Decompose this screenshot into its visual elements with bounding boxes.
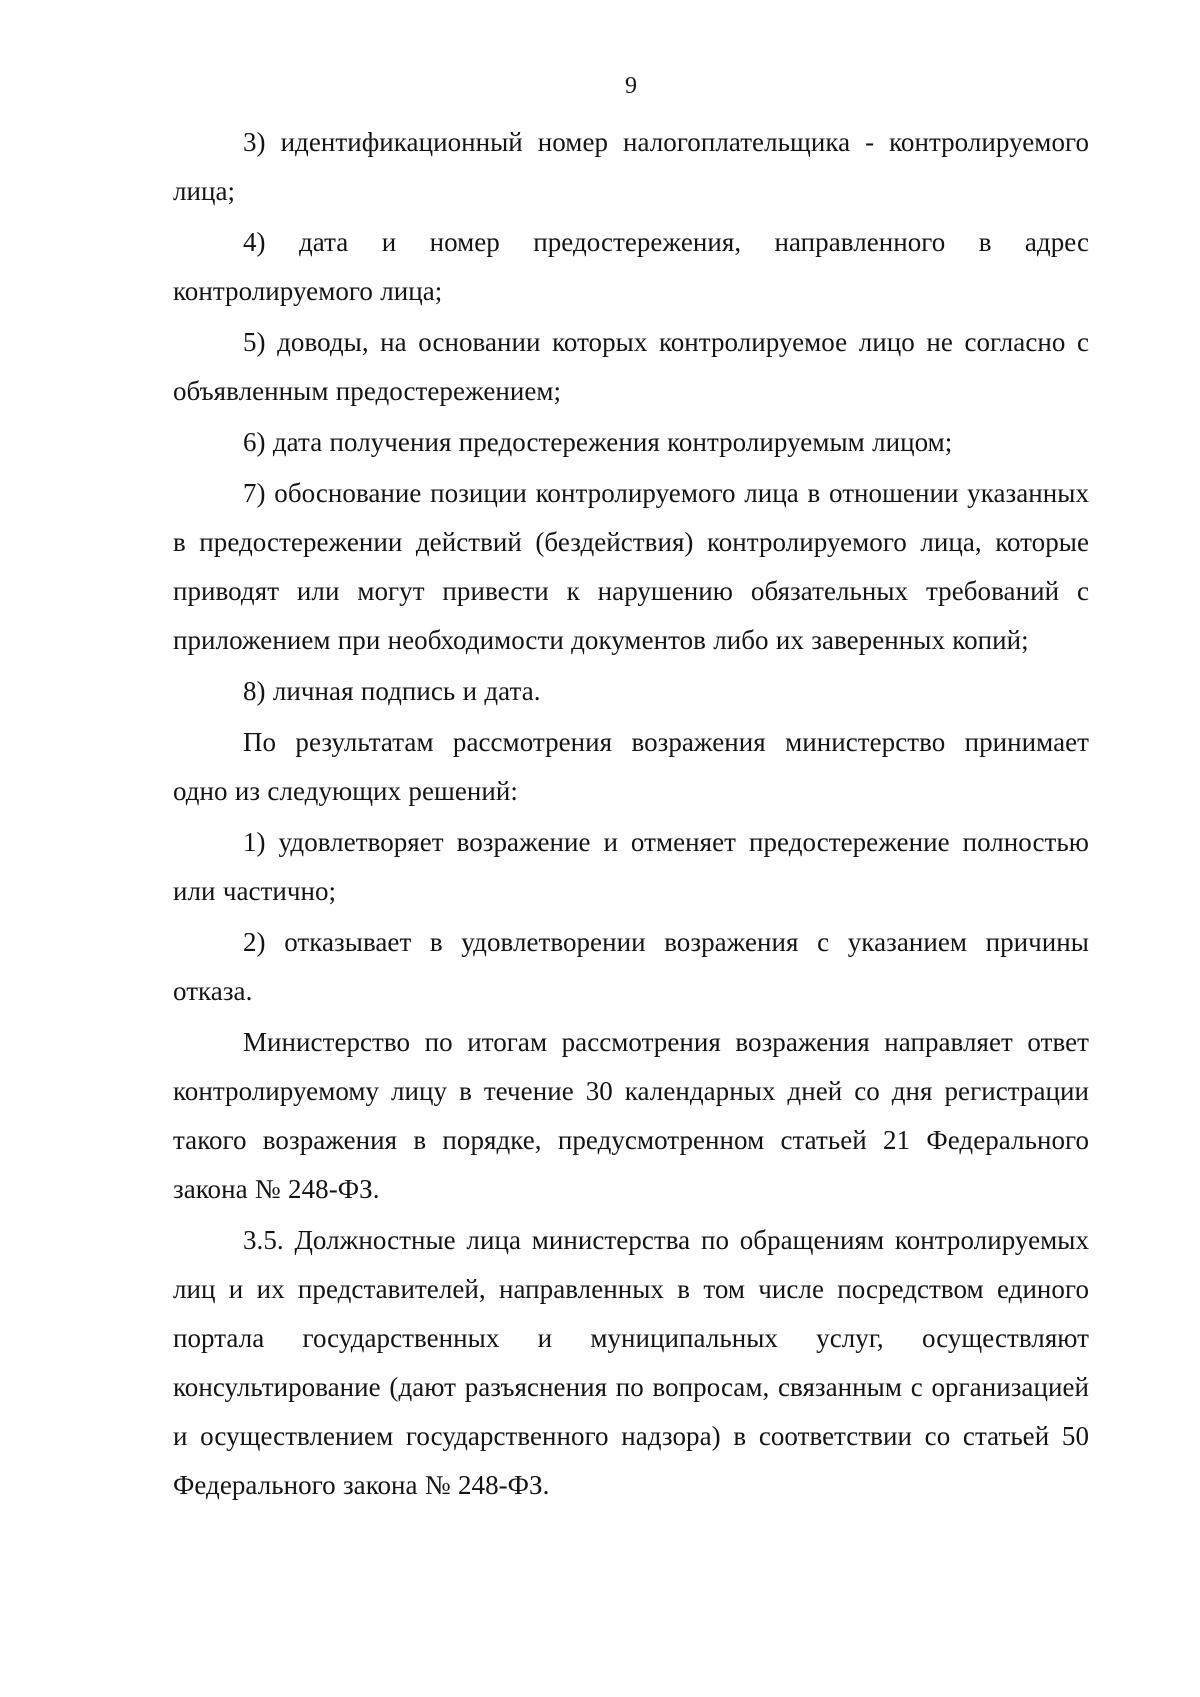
section-3-5-paragraph: 3.5. Должностные лица министерства по обращениям контролируемых лиц и их представителей, направленных в том числе посредством единого портала государственных и муниципальных услуг, осуществляют консультирование (дают разъяснения по вопросам, связанным с организацией и осуществлением государственного надзора) в соответствии со статьей 50 Федерального закона № 248-ФЗ. xyxy=(173,1225,1089,1500)
list-item-taxpayer-id: 3) идентификационный номер налогоплательщика - контролируемого лица; xyxy=(173,127,1089,206)
response-paragraph: Министерство по итогам рассмотрения возражения направляет ответ контролируемому лицу в течение 30 календарных дней со дня регистрации такого возражения в порядке, предусмотренном статьей 21 Федерального закона № 248-ФЗ. xyxy=(173,1027,1089,1204)
list-item-justification: 7) обоснование позиции контролируемого лица в отношении указанных в предостережении действий (бездействия) контролируемого лица, которые приводят или могут привести к нарушению обязательных требований с приложением при необходимости документов либо их заверенных копий; xyxy=(173,478,1089,655)
page-number: 9 xyxy=(625,73,637,99)
decision-item-refuse: 2) отказывает в удовлетворении возражения с указанием причины отказа. xyxy=(173,927,1089,1006)
document-body xyxy=(173,118,1089,1512)
list-item-arguments: 5) доводы, на основании которых контролируемое лицо не согласно с объявленным предостережением; xyxy=(173,327,1089,406)
list-item-signature-date: 8) личная подпись и дата. xyxy=(243,676,541,706)
list-item-warning-date-number: 4) дата и номер предостережения, направленного в адрес контролируемого лица; xyxy=(173,227,1089,306)
list-item-receipt-date: 6) дата получения предостережения контролируемым лицом; xyxy=(243,427,953,457)
decision-item-satisfy: 1) удовлетворяет возражение и отменяет предостережение полностью или частично; xyxy=(173,827,1089,906)
decision-intro-paragraph: По результатам рассмотрения возражения министерство принимает одно из следующих решений: xyxy=(173,727,1089,806)
